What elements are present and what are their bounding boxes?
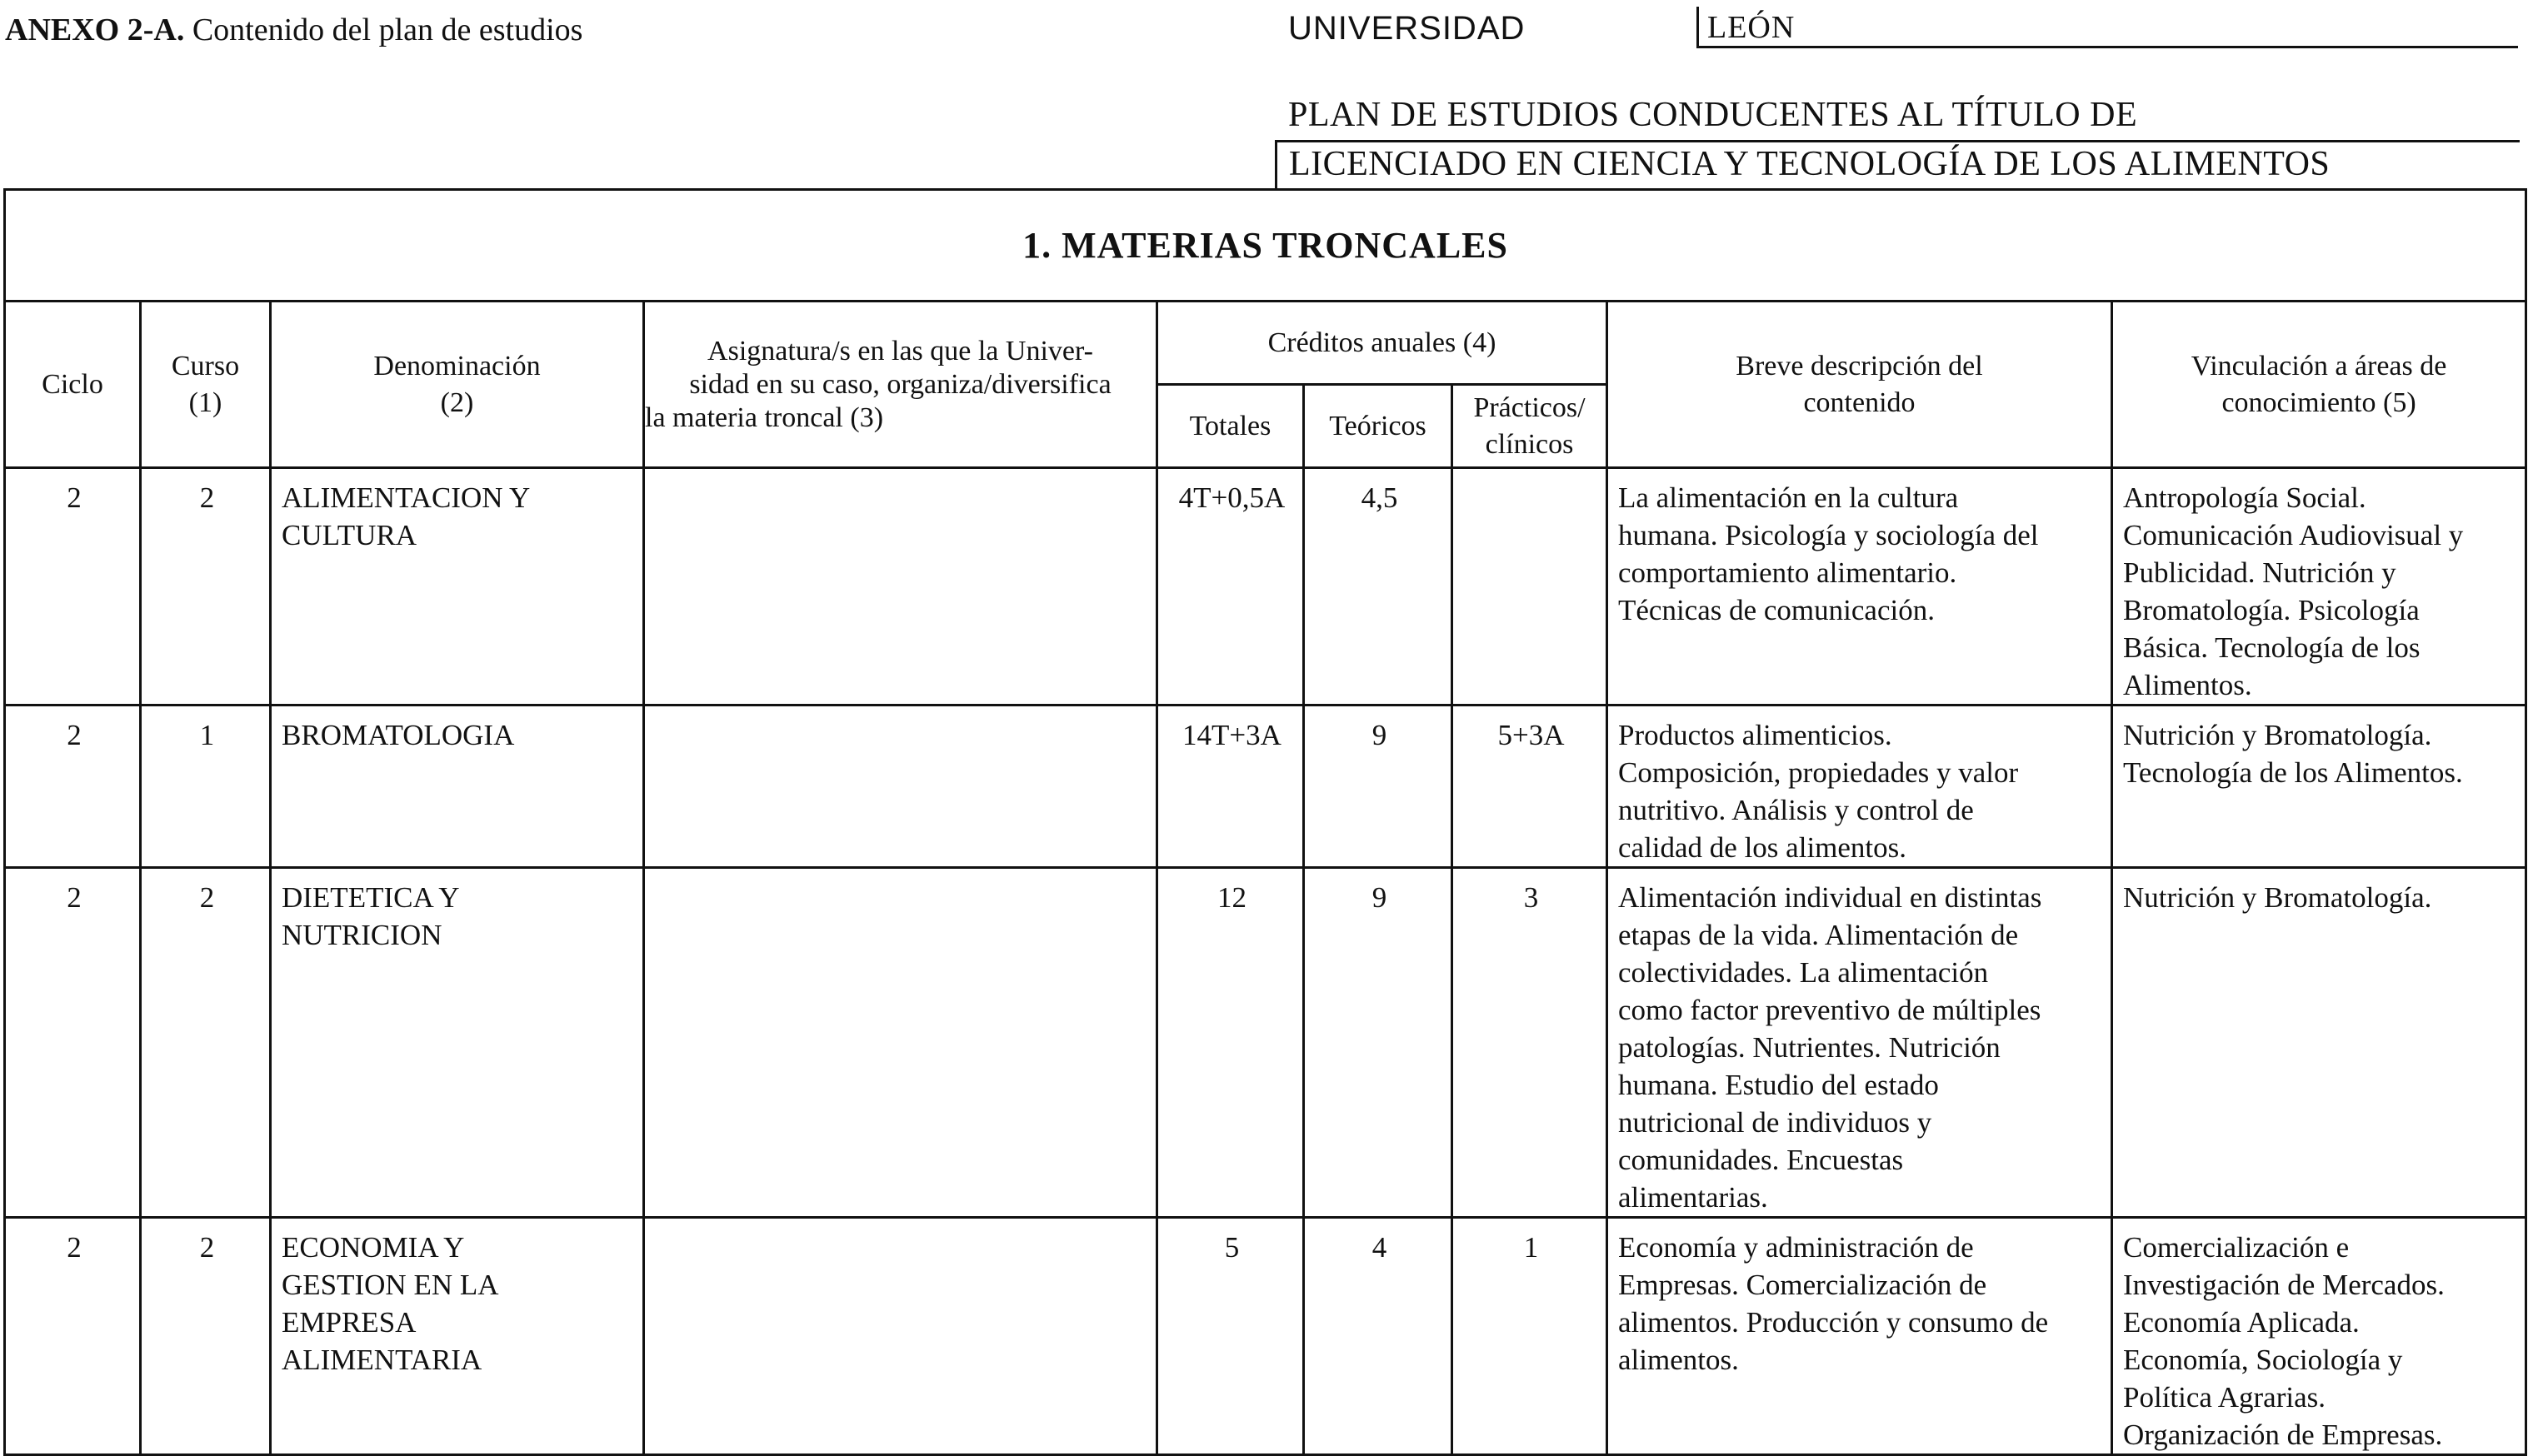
cell-ciclo: 2 (5, 1218, 141, 1455)
university-field: LEÓN (1696, 7, 2518, 48)
cell-totales: 5 (1157, 1218, 1304, 1455)
cell-vinculacion: Comercialización e Investigación de Mercados. Economía Aplicada. Economía, Sociología y Política Agrarias. Organización de Empresas. (2112, 1218, 2526, 1455)
plan-label: PLAN DE ESTUDIOS CONDUCENTES AL TÍTULO DE (1288, 96, 2138, 134)
cell-totales: 12 (1157, 868, 1304, 1218)
table-row (5, 468, 2526, 706)
cell-totales: 14T+3A (1157, 706, 1304, 868)
cell-asignaturas (644, 1218, 1157, 1455)
table-row (5, 868, 2526, 1218)
col-header-creditos: Créditos anuales (4) (1157, 302, 1607, 385)
cell-teoricos: 9 (1304, 706, 1452, 868)
col-header-totales: Totales (1157, 385, 1304, 468)
col-header-teoricos: Teóricos (1304, 385, 1452, 468)
cell-practicos (1452, 468, 1607, 706)
col-header-vinculacion: Vinculación a áreas de conocimiento (5) (2112, 302, 2526, 468)
annex-text: Contenido del plan de estudios (192, 12, 583, 47)
cell-teoricos: 4,5 (1304, 468, 1452, 706)
col-header-curso: Curso (1) (141, 302, 271, 468)
cell-descripcion: Alimentación individual en distintas etapas de la vida. Alimentación de colectividades. La alimentación como factor preventivo de múltiples patologías. Nutrientes. Nutrición humana. Estudio del estado nutricional de individuos y comunidades. Encuestas alimentarias. (1607, 868, 2112, 1218)
cell-ciclo: 2 (5, 706, 141, 868)
cell-denominacion: ECONOMIA Y GESTION EN LA EMPRESA ALIMENTARIA (271, 1218, 644, 1455)
cell-curso: 2 (141, 1218, 271, 1455)
cell-vinculacion: Antropología Social. Comunicación Audiovisual y Publicidad. Nutrición y Bromatología. Psicología Básica. Tecnología de los Alimentos. (2112, 468, 2526, 706)
table-row (5, 706, 2526, 868)
cell-practicos: 3 (1452, 868, 1607, 1218)
cell-asignaturas (644, 706, 1157, 868)
cell-ciclo: 2 (5, 468, 141, 706)
cell-vinculacion: Nutrición y Bromatología. Tecnología de los Alimentos. (2112, 706, 2526, 868)
cell-practicos: 1 (1452, 1218, 1607, 1455)
cell-asignaturas (644, 868, 1157, 1218)
col-header-asignaturas: Asignatura/s en las que la Univer- sidad en su caso, organiza/diversifica la materia troncal (3) (644, 302, 1157, 468)
cell-curso: 2 (141, 868, 271, 1218)
cell-teoricos: 9 (1304, 868, 1452, 1218)
col-header-descripcion: Breve descripción del contenido (1607, 302, 2112, 468)
cell-descripcion: La alimentación en la cultura humana. Psicología y sociología del comportamiento alimentario. Técnicas de comunicación. (1607, 468, 2112, 706)
col-header-practicos: Prácticos/ clínicos (1452, 385, 1607, 468)
cell-asignaturas (644, 468, 1157, 706)
cell-vinculacion: Nutrición y Bromatología. (2112, 868, 2526, 1218)
cell-totales: 4T+0,5A (1157, 468, 1304, 706)
col-header-ciclo: Ciclo (5, 302, 141, 468)
cell-descripcion: Productos alimenticios. Composición, propiedades y valor nutritivo. Análisis y control de calidad de los alimentos. (1607, 706, 2112, 868)
cell-practicos: 5+3A (1452, 706, 1607, 868)
cell-denominacion: ALIMENTACION Y CULTURA (271, 468, 644, 706)
col-header-denominacion: Denominación (2) (271, 302, 644, 468)
cell-curso: 1 (141, 706, 271, 868)
cell-ciclo: 2 (5, 868, 141, 1218)
university-label: UNIVERSIDAD (1288, 10, 1526, 47)
cell-curso: 2 (141, 468, 271, 706)
cell-denominacion: DIETETICA Y NUTRICION (271, 868, 644, 1218)
cell-teoricos: 4 (1304, 1218, 1452, 1455)
table-row (5, 1218, 2526, 1455)
cell-descripcion: Economía y administración de Empresas. Comercialización de alimentos. Producción y consumo de alimentos. (1607, 1218, 2112, 1455)
section-title: 1. MATERIAS TRONCALES (5, 190, 2526, 302)
degree-title: LICENCIADO EN CIENCIA Y TECNOLOGÍA DE LOS ALIMENTOS (1275, 140, 2520, 188)
cell-denominacion: BROMATOLOGIA (271, 706, 644, 868)
annex-label: ANEXO 2-A. (5, 12, 185, 47)
curriculum-table (3, 188, 2527, 1456)
annex-heading (5, 12, 582, 48)
